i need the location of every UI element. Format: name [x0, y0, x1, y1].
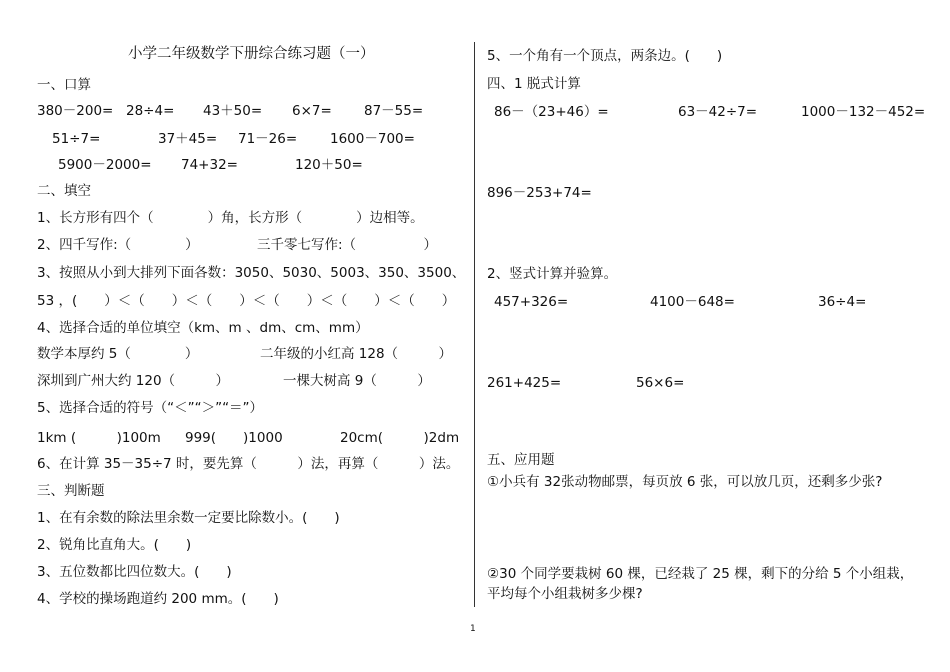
section-oral-heading: 一、口算 [37, 77, 91, 93]
fill-question: 3、按照从小到大排列下面各数：3050、5030、5003、350、3500、 [37, 265, 466, 281]
section-vertical-heading: 2、竖式计算并验算。 [487, 266, 618, 282]
calc-item: 896－253+74= [487, 185, 592, 201]
vertical-item: 261+425= [487, 375, 562, 391]
fill-question: 4、选择合适的单位填空（km、m 、dm、cm、mm） [37, 320, 369, 336]
section-judge-heading: 三、判断题 [37, 483, 105, 499]
oral-item: 71－26= [238, 131, 298, 147]
oral-item: 43＋50= [203, 103, 263, 119]
application-question: ②30 个同学要栽树 60 棵，已经栽了 25 棵，剩下的分给 5 个小组栽， [487, 566, 914, 582]
oral-item: 37＋45= [158, 131, 218, 147]
oral-item: 28÷4= [126, 103, 175, 119]
fill-question: 53 ，( ）＜（ ）＜（ ）＜（ ）＜（ ）＜（ ） [37, 293, 456, 309]
fill-question: 999( )1000 [185, 430, 283, 446]
application-question: 平均每个小组栽树多少棵? [487, 586, 643, 602]
fill-question: 20cm( )2dm [340, 430, 460, 446]
fill-question: 1km ( )100m [37, 430, 161, 446]
calc-item: 63－42÷7= [678, 104, 758, 120]
oral-item: 87－55= [364, 103, 424, 119]
fill-question: 三千零七写作:（ ） [257, 237, 438, 253]
fill-question: 2、四千写作:（ ） [37, 237, 199, 253]
column-divider [474, 42, 475, 607]
fill-question: 1、长方形有四个（ ）角，长方形（ ）边相等。 [37, 210, 424, 226]
judge-question: 4、学校的操场跑道约 200 mm。( ) [37, 591, 279, 607]
judge-question: 3、五位数都比四位数大。( ) [37, 564, 232, 580]
fill-question: 一棵大树高 9（ ） [283, 373, 431, 389]
section-fill-heading: 二、填空 [37, 183, 91, 199]
vertical-item: 457+326= [494, 294, 569, 310]
oral-item: 5900－2000= [58, 157, 152, 173]
oral-item: 120＋50= [295, 157, 363, 173]
oral-item: 51÷7= [52, 131, 101, 147]
judge-question: 5、一个角有一个顶点，两条边。( ) [487, 48, 723, 64]
calc-item: 1000－132－452= [801, 104, 926, 120]
fill-question: 6、在计算 35－35÷7 时，要先算（ ）法，再算（ ）法。 [37, 456, 460, 472]
worksheet-title: 小学二年级数学下册综合练习题（一） [128, 46, 375, 62]
fill-question: 深圳到广州大约 120（ ） [37, 373, 230, 389]
oral-item: 74+32= [181, 157, 238, 173]
section-calc-heading: 四、1 脱式计算 [487, 76, 581, 92]
oral-item: 6×7= [292, 103, 332, 119]
vertical-item: 4100－648= [650, 294, 735, 310]
calc-item: 86－（23+46）= [494, 104, 609, 120]
judge-question: 1、在有余数的除法里余数一定要比除数小。( ) [37, 510, 340, 526]
judge-question: 2、锐角比直角大。( ) [37, 537, 192, 553]
page-number: 1 [470, 624, 476, 634]
fill-question: 二年级的小红高 128（ ） [260, 346, 453, 362]
application-question: ①小兵有 32张动物邮票，每页放 6 张，可以放几页，还剩多少张? [487, 474, 883, 490]
fill-question: 数学本厚约 5（ ） [37, 346, 199, 362]
oral-item: 380－200= [37, 103, 114, 119]
vertical-item: 56×6= [636, 375, 685, 391]
section-application-heading: 五、应用题 [487, 452, 555, 468]
fill-question: 5、选择合适的符号（“＜”“＞”“＝”） [37, 400, 264, 416]
vertical-item: 36÷4= [818, 294, 867, 310]
oral-item: 1600－700= [330, 131, 415, 147]
